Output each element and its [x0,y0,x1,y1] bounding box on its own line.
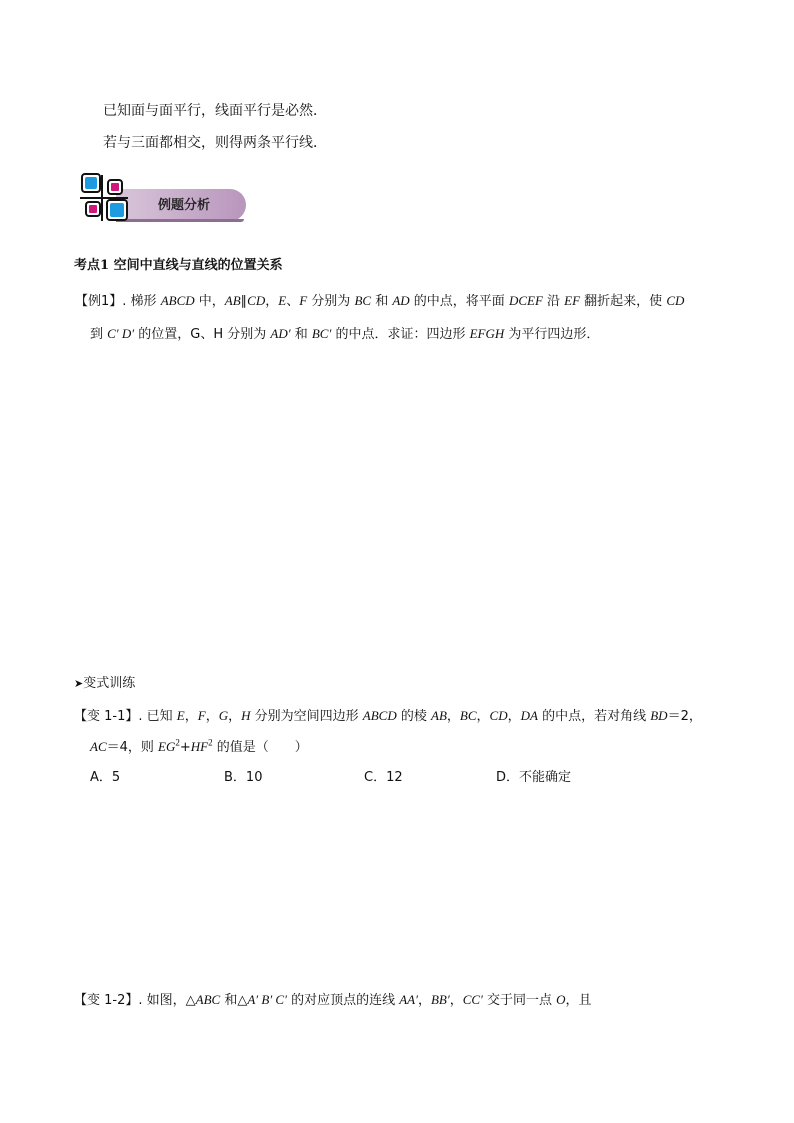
example-1-text: 分别为 [307,294,355,309]
variant-1-1-tag: 【变 1-1】 [74,709,139,724]
example-1-math-var: F [299,293,308,308]
example-1-tag: 【例1】 [75,294,123,309]
four-squares-icon [78,171,134,225]
variant-1-1-text: ＝4，则 [106,740,159,755]
example-1-math-var: DCEF [508,293,543,308]
example-1-text: 为平行四边形． [504,327,600,342]
option-a: A．5 [90,770,121,785]
intro-line-2: 若与三面都相交，则得两条平行线． [103,135,327,151]
variant-1-1-text: + [179,740,191,755]
variants-marker: ➤ [74,677,84,690]
option-d: D．不能确定 [496,770,572,785]
banner-bar-shadow [116,219,244,222]
variant-1-1-line-1 [74,707,702,726]
variant-1-1-text: 的值是（ ） [212,740,308,755]
variant-1-1-math-var: H [241,708,251,723]
variant-1-1-text: ， [476,709,490,724]
example-1-line-1 [75,292,684,311]
option-b: B．10 [224,770,263,785]
example-1-text: 翻折起来，使 [580,294,667,309]
variant-1-2-math-var: AA′ [399,992,418,1007]
variant-1-1-math-var: F [197,708,206,723]
example-1-text: ， [265,294,279,309]
example-1-text: 的中点，将平面 [409,294,509,309]
variant-1-1-text: 的中点，若对角线 [537,709,651,724]
variant-1-2-text: 交于同一点 [482,993,557,1008]
variant-1-1-math-var: AC [90,739,107,754]
variant-1-1-math-var: G [218,708,229,723]
variant-1-1-math-var: BD [650,708,668,723]
variant-1-2-math-var: BB′ [430,992,450,1007]
variant-1-2-text: . 如图，△ [138,993,196,1008]
example-1-math-var: AD [392,293,410,308]
variant-1-1-math-var: DA [520,708,538,723]
example-1-text: 和 [371,294,393,309]
variant-1-1-text: ＝2， [667,709,702,724]
example-1-text-1 [122,294,684,309]
variant-1-1-superscript: 2 [208,737,213,748]
variant-1-2-math-var: O [556,992,566,1007]
variant-1-1-text: . 已知 [138,709,177,724]
variants-label: 变式训练 [83,676,136,691]
variant-1-2-math-var: A′ B′ C′ [247,992,287,1007]
example-1-text: 沿 [542,294,565,309]
example-1-text: ∥ [240,294,248,309]
example-1-math-var: C′ D′ [107,326,135,341]
variant-1-2-text: ， [449,993,463,1008]
banner-label: 例题分析 [158,198,211,213]
section-title: 考点1 空间中直线与直线的位置关系 [74,258,283,273]
example-1-math-var: BC [354,293,372,308]
variant-1-2-text: ， [417,993,431,1008]
example-1-math-var: E [278,293,287,308]
variant-1-2-tag: 【变 1-2】 [74,993,139,1008]
example-1-math-var: AB [224,293,241,308]
variant-1-1-math-var: ABCD [362,708,397,723]
example-1-math-var: ABCD [160,293,195,308]
variant-1-1-text: 的棱 [396,709,431,724]
variant-1-1-text: 分别为空间四边形 [250,709,363,724]
example-1-text: 、 [286,294,300,309]
example-1-text: 到 [90,327,108,342]
variant-1-2-math-var: CC′ [462,992,483,1007]
variant-1-1-text: ， [446,709,460,724]
example-1-text: 的位置，G、H 分别为 [134,327,271,342]
variant-1-1-math-var: E [176,708,185,723]
variant-1-1-line-2 [90,738,308,757]
variant-1-2-line-1 [74,991,592,1010]
variant-1-1-math-var: HF [190,739,209,754]
example-1-math-var: BC′ [311,326,332,341]
variant-1-1-text: ， [205,709,219,724]
variant-1-1-math-var: EG [158,739,176,754]
example-1-line-2 [90,325,599,344]
variant-1-2-text: ，且 [565,993,592,1008]
example-1-math-var: CD [247,293,266,308]
variant-1-1-text: ， [184,709,198,724]
variant-1-1-superscript: 2 [175,737,180,748]
variants-header [74,675,135,693]
variant-1-2-text: 和△ [220,993,248,1008]
variant-1-1-text: ， [507,709,521,724]
variant-1-1-math-var: BC [459,708,477,723]
example-1-math-var: EF [564,293,581,308]
variant-1-2-math-var: ABC [195,992,221,1007]
variant-1-2-text: 的对应顶点的连线 [286,993,400,1008]
variant-1-1-math-var: CD [489,708,508,723]
variant-1-1-text: ， [228,709,242,724]
variant-1-1-math-var: AB [431,708,447,723]
example-1-math-var: AD′ [270,326,291,341]
example-1-math-var: EFGH [469,326,505,341]
example-1-text: . 梯形 [122,294,161,309]
option-c: C．12 [364,770,403,785]
variant-1-2-text-1 [138,993,591,1008]
variant-1-1-text-2 [90,737,308,755]
variant-1-1-text-1 [138,709,701,724]
example-1-text: 和 [290,327,312,342]
example-1-text: 中， [194,294,225,309]
intro-line-1: 已知面与面平行，线面平行是必然． [103,103,327,119]
example-1-math-var: CD [666,293,685,308]
example-1-text: 的中点．求证：四边形 [331,327,470,342]
example-1-text-2 [90,327,599,342]
